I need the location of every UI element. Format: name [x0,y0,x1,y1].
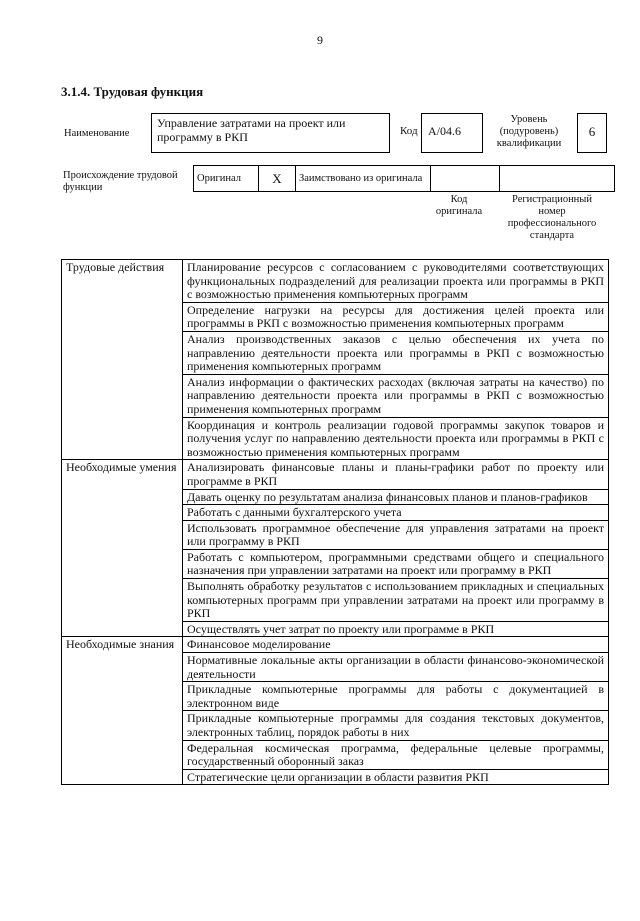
list-item: Нормативные локальные акты организации в области финансово-экономической деятельности [183,653,609,682]
list-item: Стратегические цели организации в области развития РКП [183,769,609,785]
function-name-value: Управление затратами на проект или программу в РКП [157,116,346,144]
code-box [421,113,483,153]
list-item: Осуществлять учет затрат по проекту или программе в РКП [183,621,609,637]
code-label: Код [400,125,418,137]
list-item: Определение нагрузки на ресурсы для достижения целей проекта или программы в РКП с возможностью применения компьютерных программ [183,302,609,331]
list-item: Анализировать финансовые планы и планы-графики работ по проекту или программе в РКП [183,460,609,489]
origin-table [193,165,615,192]
registration-number-cell [500,166,615,192]
list-item: Работать с данными бухгалтерского учета [183,505,609,521]
list-item: Анализ производственных заказов с целью обеспечения их учета по направлению деятельности проекта или программы в РКП с возможностью применения компьютерных программ [183,331,609,374]
qualification-level-label: Уровень (подуровень) квалификации [496,114,562,149]
table-row [62,637,609,653]
table-row [62,260,609,303]
table-row [62,460,609,489]
registration-number-caption: Регистрационный номер профессионального стандарта [507,194,597,241]
page-number: 9 [317,33,323,47]
list-item: Планирование ресурсов с согласованием с руководителями соответствующих функциональных подразделений для реализации проекта или программы в РКП с возможностью применения компьютерных программ [183,260,609,303]
original-code-cell [431,166,500,192]
required-knowledge-category: Необходимые знания [62,637,183,785]
labor-actions-category: Трудовые действия [62,260,183,460]
code-value: А/04.6 [428,124,461,138]
borrowed-label-cell: Заимствовано из оригинала [296,166,431,192]
list-item: Анализ информации о фактических расходах (включая затраты на качество) по направлению деятельности проекта или программы в РКП с возможностью применения компьютерных программ [183,374,609,417]
list-item: Использовать программное обеспечение для управления затратами на проект или программу в РКП [183,520,609,549]
list-item: Финансовое моделирование [183,637,609,653]
qualification-level-box [577,113,607,153]
qualification-level-value: 6 [588,124,596,139]
list-item: Прикладные компьютерные программы для работы с документацией в электронном виде [183,682,609,711]
name-label: Наименование [64,128,130,139]
original-label-cell: Оригинал [194,166,259,192]
function-name-box [151,113,390,153]
section-title: 3.1.4. Трудовая функция [61,84,204,99]
original-code-caption: Код оригинала [435,194,483,217]
list-item: Федеральная космическая программа, федеральные целевые программы, государственный оборонный заказ [183,740,609,769]
required-skills-category: Необходимые умения [62,460,183,637]
list-item: Работать с компьютером, программными средствами общего и специального назначения при управлении затратами на проект или программу в РКП [183,549,609,578]
list-item: Координация и контроль реализации годовой программы закупок товаров и получения услуг по направлению деятельности проекта или программы в РКП с возможностью применения компьютерных программ [183,417,609,460]
original-mark-cell [259,166,296,192]
function-details-table [61,259,609,785]
list-item: Прикладные компьютерные программы для создания текстовых документов, электронных таблиц, порядок работы в них [183,711,609,740]
list-item: Выполнять обработку результатов с использованием прикладных и специальных компьютерных программ при управлении затратами на проект или программу в РКП [183,579,609,622]
original-mark: X [272,170,282,186]
list-item: Давать оценку по результатам анализа финансовых планов и планов-графиков [183,489,609,505]
origin-label: Происхождение трудовой функции [63,170,178,193]
